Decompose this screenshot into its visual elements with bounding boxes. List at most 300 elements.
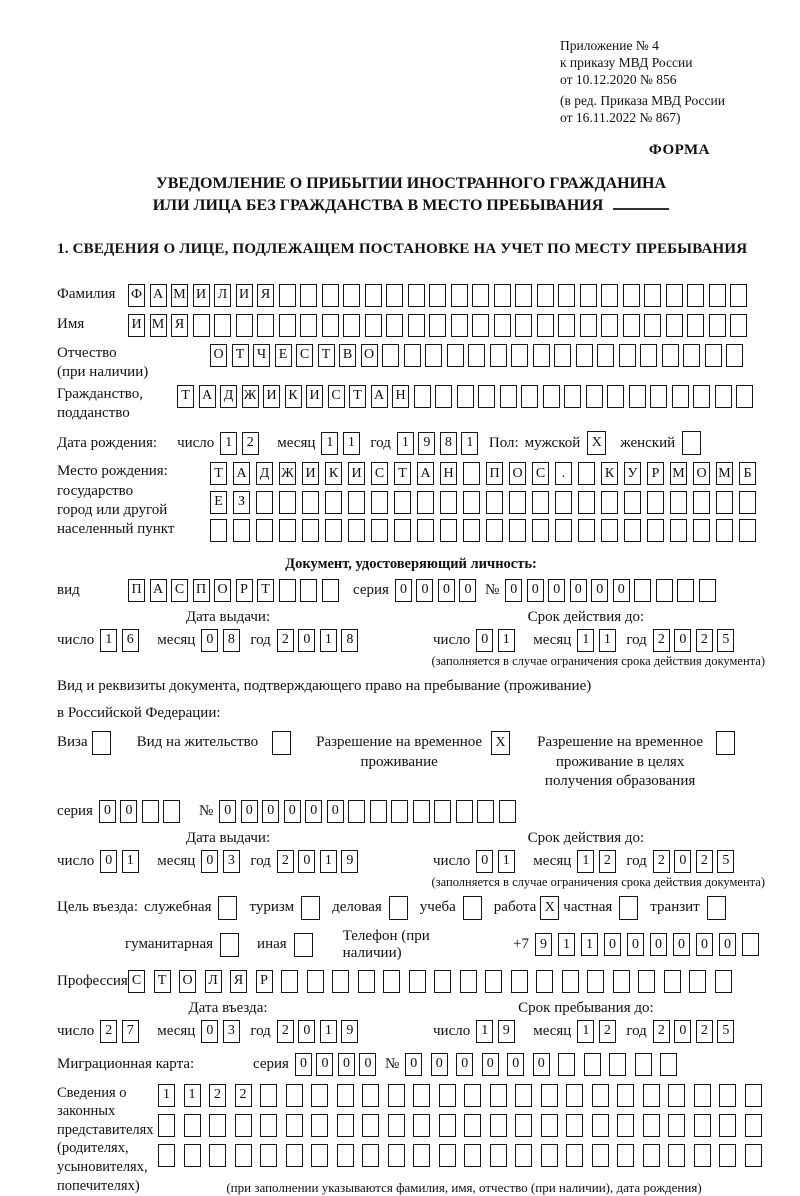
purpose-tourism-checkbox[interactable] — [301, 896, 320, 920]
char-box[interactable] — [670, 491, 687, 514]
char-box[interactable] — [558, 1053, 575, 1076]
char-box[interactable] — [409, 970, 426, 993]
purpose-official-checkbox[interactable] — [218, 896, 237, 920]
char-box[interactable] — [158, 1144, 175, 1167]
char-box[interactable] — [490, 1144, 507, 1167]
char-box[interactable] — [322, 284, 339, 307]
char-box[interactable]: 0 — [591, 579, 608, 602]
char-box[interactable]: О — [179, 970, 196, 993]
char-box[interactable]: С — [328, 385, 345, 408]
char-box[interactable] — [429, 314, 446, 337]
char-box[interactable] — [693, 385, 710, 408]
char-box[interactable]: 1 — [461, 432, 478, 455]
char-box[interactable] — [745, 1084, 762, 1107]
char-box[interactable] — [699, 579, 716, 602]
purpose-humanitarian-checkbox[interactable] — [220, 933, 239, 957]
char-box[interactable]: С — [371, 462, 388, 485]
char-box[interactable] — [468, 344, 485, 367]
char-box[interactable]: 2 — [599, 1020, 616, 1043]
char-box[interactable]: 0 — [120, 800, 137, 823]
char-box[interactable]: 1 — [220, 432, 237, 455]
char-box[interactable] — [362, 1144, 379, 1167]
char-box[interactable] — [383, 970, 400, 993]
char-box[interactable] — [617, 1144, 634, 1167]
char-box[interactable]: О — [361, 344, 378, 367]
char-box[interactable] — [624, 519, 641, 542]
char-box[interactable] — [607, 385, 624, 408]
char-box[interactable] — [647, 519, 664, 542]
char-box[interactable] — [485, 970, 502, 993]
char-box[interactable]: 1 — [320, 629, 337, 652]
char-box[interactable] — [668, 1144, 685, 1167]
char-box[interactable] — [709, 314, 726, 337]
char-box[interactable] — [214, 314, 231, 337]
char-box[interactable] — [286, 1084, 303, 1107]
char-box[interactable]: 0 — [405, 1053, 422, 1076]
char-box[interactable] — [511, 970, 528, 993]
char-box[interactable] — [408, 284, 425, 307]
char-box[interactable] — [566, 1084, 583, 1107]
char-box[interactable]: Б — [739, 462, 756, 485]
char-box[interactable] — [666, 284, 683, 307]
char-box[interactable] — [337, 1144, 354, 1167]
char-box[interactable]: А — [199, 385, 216, 408]
char-box[interactable]: С — [296, 344, 313, 367]
char-box[interactable]: 1 — [122, 850, 139, 873]
char-box[interactable]: 0 — [201, 850, 218, 873]
char-box[interactable]: 1 — [184, 1084, 201, 1107]
char-box[interactable] — [358, 970, 375, 993]
char-box[interactable] — [388, 1084, 405, 1107]
char-box[interactable] — [656, 579, 673, 602]
char-box[interactable] — [515, 1084, 532, 1107]
char-box[interactable] — [447, 344, 464, 367]
char-box[interactable] — [413, 1114, 430, 1137]
char-box[interactable] — [558, 284, 575, 307]
char-box[interactable] — [417, 519, 434, 542]
char-box[interactable]: 9 — [341, 850, 358, 873]
char-box[interactable] — [413, 1084, 430, 1107]
char-box[interactable] — [643, 1084, 660, 1107]
char-box[interactable]: 2 — [277, 1020, 294, 1043]
char-box[interactable] — [739, 519, 756, 542]
char-box[interactable]: Я — [230, 970, 247, 993]
char-box[interactable] — [386, 314, 403, 337]
char-box[interactable]: 0 — [100, 850, 117, 873]
char-box[interactable]: 0 — [359, 1053, 376, 1076]
char-box[interactable]: Л — [214, 284, 231, 307]
char-box[interactable] — [715, 970, 732, 993]
char-box[interactable]: 1 — [397, 432, 414, 455]
char-box[interactable] — [300, 314, 317, 337]
char-box[interactable]: 0 — [416, 579, 433, 602]
char-box[interactable] — [541, 1084, 558, 1107]
char-box[interactable]: З — [233, 491, 250, 514]
char-box[interactable] — [311, 1144, 328, 1167]
char-box[interactable] — [158, 1114, 175, 1137]
char-box[interactable] — [311, 1084, 328, 1107]
char-box[interactable]: И — [263, 385, 280, 408]
char-box[interactable] — [404, 344, 421, 367]
char-box[interactable] — [650, 385, 667, 408]
temp-residence-checkbox[interactable]: X — [491, 731, 510, 755]
char-box[interactable]: 0 — [476, 850, 493, 873]
char-box[interactable] — [362, 1084, 379, 1107]
char-box[interactable] — [434, 800, 451, 823]
char-box[interactable]: 0 — [674, 629, 691, 652]
char-box[interactable]: 1 — [498, 629, 515, 652]
char-box[interactable] — [325, 519, 342, 542]
char-box[interactable]: 1 — [320, 850, 337, 873]
char-box[interactable] — [619, 344, 636, 367]
char-box[interactable] — [745, 1144, 762, 1167]
char-box[interactable] — [629, 385, 646, 408]
char-box[interactable] — [580, 314, 597, 337]
char-box[interactable] — [541, 1144, 558, 1167]
char-box[interactable] — [709, 284, 726, 307]
char-box[interactable] — [613, 970, 630, 993]
char-box[interactable]: И — [306, 385, 323, 408]
char-box[interactable] — [578, 491, 595, 514]
char-box[interactable] — [558, 314, 575, 337]
char-box[interactable] — [687, 314, 704, 337]
char-box[interactable]: И — [193, 284, 210, 307]
char-box[interactable]: 1 — [577, 1020, 594, 1043]
char-box[interactable] — [478, 385, 495, 408]
char-box[interactable] — [435, 385, 452, 408]
char-box[interactable] — [281, 970, 298, 993]
char-box[interactable]: 0 — [533, 1053, 550, 1076]
char-box[interactable] — [739, 491, 756, 514]
char-box[interactable] — [533, 344, 550, 367]
char-box[interactable] — [521, 385, 538, 408]
char-box[interactable]: 1 — [158, 1084, 175, 1107]
char-box[interactable]: 9 — [418, 432, 435, 455]
char-box[interactable] — [233, 519, 250, 542]
char-box[interactable]: П — [193, 579, 210, 602]
char-box[interactable] — [576, 344, 593, 367]
char-box[interactable] — [300, 284, 317, 307]
purpose-other-checkbox[interactable] — [294, 933, 313, 957]
char-box[interactable] — [371, 491, 388, 514]
char-box[interactable]: М — [716, 462, 733, 485]
char-box[interactable]: 8 — [341, 629, 358, 652]
char-box[interactable] — [509, 491, 526, 514]
char-box[interactable] — [464, 1114, 481, 1137]
char-box[interactable]: Д — [220, 385, 237, 408]
char-box[interactable] — [638, 970, 655, 993]
char-box[interactable] — [184, 1144, 201, 1167]
char-box[interactable] — [689, 970, 706, 993]
char-box[interactable]: 1 — [577, 850, 594, 873]
char-box[interactable] — [537, 284, 554, 307]
char-box[interactable] — [365, 284, 382, 307]
char-box[interactable] — [730, 314, 747, 337]
char-box[interactable]: . — [555, 462, 572, 485]
char-box[interactable] — [687, 284, 704, 307]
char-box[interactable] — [370, 800, 387, 823]
char-box[interactable] — [365, 314, 382, 337]
char-box[interactable]: 0 — [438, 579, 455, 602]
char-box[interactable] — [578, 462, 595, 485]
char-box[interactable]: Т — [154, 970, 171, 993]
char-box[interactable]: И — [128, 314, 145, 337]
char-box[interactable] — [554, 344, 571, 367]
char-box[interactable] — [440, 519, 457, 542]
char-box[interactable] — [472, 284, 489, 307]
char-box[interactable] — [163, 800, 180, 823]
char-box[interactable]: Л — [205, 970, 222, 993]
char-box[interactable]: 1 — [558, 933, 575, 956]
char-box[interactable] — [617, 1114, 634, 1137]
char-box[interactable] — [634, 579, 651, 602]
char-box[interactable]: 9 — [498, 1020, 515, 1043]
char-box[interactable] — [511, 344, 528, 367]
char-box[interactable]: 2 — [653, 629, 670, 652]
char-box[interactable] — [587, 970, 604, 993]
char-box[interactable]: 6 — [122, 629, 139, 652]
char-box[interactable] — [386, 284, 403, 307]
char-box[interactable] — [348, 519, 365, 542]
char-box[interactable] — [486, 491, 503, 514]
char-box[interactable] — [302, 519, 319, 542]
char-box[interactable] — [332, 970, 349, 993]
char-box[interactable] — [417, 491, 434, 514]
char-box[interactable] — [683, 344, 700, 367]
char-box[interactable]: 0 — [262, 800, 279, 823]
char-box[interactable]: 0 — [604, 933, 621, 956]
char-box[interactable] — [286, 1114, 303, 1137]
char-box[interactable]: 0 — [241, 800, 258, 823]
char-box[interactable]: 0 — [719, 933, 736, 956]
char-box[interactable] — [730, 284, 747, 307]
residence-permit-checkbox[interactable] — [272, 731, 291, 755]
char-box[interactable]: 0 — [527, 579, 544, 602]
char-box[interactable]: 0 — [298, 850, 315, 873]
char-box[interactable] — [260, 1084, 277, 1107]
char-box[interactable] — [439, 1144, 456, 1167]
char-box[interactable] — [515, 1144, 532, 1167]
char-box[interactable] — [193, 314, 210, 337]
purpose-study-checkbox[interactable] — [463, 896, 482, 920]
char-box[interactable]: 5 — [717, 629, 734, 652]
char-box[interactable] — [532, 519, 549, 542]
char-box[interactable] — [640, 344, 657, 367]
char-box[interactable]: В — [339, 344, 356, 367]
char-box[interactable]: 0 — [548, 579, 565, 602]
char-box[interactable] — [325, 491, 342, 514]
visa-checkbox[interactable] — [92, 731, 111, 755]
char-box[interactable] — [532, 491, 549, 514]
char-box[interactable] — [609, 1053, 626, 1076]
char-box[interactable]: 1 — [581, 933, 598, 956]
temp-residence-education-checkbox[interactable] — [716, 731, 735, 755]
char-box[interactable] — [464, 1144, 481, 1167]
char-box[interactable]: Р — [647, 462, 664, 485]
char-box[interactable] — [279, 491, 296, 514]
char-box[interactable]: 8 — [223, 629, 240, 652]
char-box[interactable] — [564, 385, 581, 408]
char-box[interactable]: А — [150, 284, 167, 307]
purpose-business-checkbox[interactable] — [389, 896, 408, 920]
char-box[interactable] — [184, 1114, 201, 1137]
char-box[interactable]: 0 — [456, 1053, 473, 1076]
char-box[interactable] — [705, 344, 722, 367]
char-box[interactable] — [371, 519, 388, 542]
char-box[interactable] — [460, 970, 477, 993]
char-box[interactable]: 0 — [505, 579, 522, 602]
char-box[interactable]: 0 — [284, 800, 301, 823]
char-box[interactable] — [307, 970, 324, 993]
char-box[interactable] — [394, 491, 411, 514]
char-box[interactable] — [543, 385, 560, 408]
char-box[interactable]: 1 — [343, 432, 360, 455]
char-box[interactable]: И — [302, 462, 319, 485]
char-box[interactable]: 2 — [100, 1020, 117, 1043]
char-box[interactable] — [209, 1144, 226, 1167]
char-box[interactable] — [719, 1084, 736, 1107]
char-box[interactable] — [490, 344, 507, 367]
char-box[interactable]: Т — [232, 344, 249, 367]
char-box[interactable]: С — [128, 970, 145, 993]
char-box[interactable] — [719, 1114, 736, 1137]
char-box[interactable] — [586, 385, 603, 408]
char-box[interactable]: 2 — [653, 1020, 670, 1043]
char-box[interactable] — [601, 314, 618, 337]
char-box[interactable] — [660, 1053, 677, 1076]
char-box[interactable]: Н — [392, 385, 409, 408]
char-box[interactable] — [477, 800, 494, 823]
char-box[interactable]: 0 — [673, 933, 690, 956]
purpose-transit-checkbox[interactable] — [707, 896, 726, 920]
char-box[interactable] — [509, 519, 526, 542]
char-box[interactable]: 1 — [321, 432, 338, 455]
char-box[interactable] — [719, 1144, 736, 1167]
char-box[interactable]: 0 — [219, 800, 236, 823]
char-box[interactable]: 1 — [599, 629, 616, 652]
char-box[interactable]: 2 — [277, 850, 294, 873]
char-box[interactable] — [439, 1114, 456, 1137]
char-box[interactable]: 0 — [327, 800, 344, 823]
char-box[interactable] — [322, 314, 339, 337]
char-box[interactable] — [235, 1114, 252, 1137]
char-box[interactable] — [362, 1114, 379, 1137]
char-box[interactable]: К — [325, 462, 342, 485]
char-box[interactable] — [413, 1144, 430, 1167]
char-box[interactable] — [515, 314, 532, 337]
char-box[interactable]: О — [509, 462, 526, 485]
char-box[interactable]: 0 — [201, 1020, 218, 1043]
char-box[interactable]: 0 — [459, 579, 476, 602]
char-box[interactable] — [337, 1084, 354, 1107]
char-box[interactable]: 2 — [696, 629, 713, 652]
char-box[interactable] — [300, 579, 317, 602]
char-box[interactable] — [745, 1114, 762, 1137]
char-box[interactable] — [694, 1084, 711, 1107]
char-box[interactable] — [236, 314, 253, 337]
char-box[interactable] — [429, 284, 446, 307]
char-box[interactable] — [279, 314, 296, 337]
char-box[interactable] — [490, 1114, 507, 1137]
char-box[interactable] — [494, 314, 511, 337]
char-box[interactable] — [555, 491, 572, 514]
char-box[interactable]: 0 — [696, 933, 713, 956]
char-box[interactable] — [414, 385, 431, 408]
char-box[interactable] — [643, 1114, 660, 1137]
char-box[interactable]: Р — [236, 579, 253, 602]
char-box[interactable] — [668, 1114, 685, 1137]
char-box[interactable] — [256, 519, 273, 542]
char-box[interactable] — [643, 1144, 660, 1167]
char-box[interactable]: 5 — [717, 850, 734, 873]
char-box[interactable]: 0 — [650, 933, 667, 956]
char-box[interactable]: О — [693, 462, 710, 485]
char-box[interactable]: Ж — [242, 385, 259, 408]
char-box[interactable]: Т — [257, 579, 274, 602]
char-box[interactable]: О — [210, 344, 227, 367]
char-box[interactable]: 1 — [320, 1020, 337, 1043]
char-box[interactable] — [592, 1084, 609, 1107]
char-box[interactable]: 2 — [696, 850, 713, 873]
char-box[interactable]: 0 — [570, 579, 587, 602]
char-box[interactable] — [566, 1114, 583, 1137]
char-box[interactable]: П — [128, 579, 145, 602]
char-box[interactable]: Т — [210, 462, 227, 485]
char-box[interactable] — [457, 385, 474, 408]
char-box[interactable]: 0 — [395, 579, 412, 602]
char-box[interactable] — [388, 1114, 405, 1137]
male-checkbox[interactable]: X — [587, 431, 606, 455]
char-box[interactable]: Я — [171, 314, 188, 337]
char-box[interactable]: 0 — [674, 1020, 691, 1043]
char-box[interactable]: М — [670, 462, 687, 485]
char-box[interactable]: У — [624, 462, 641, 485]
char-box[interactable] — [311, 1114, 328, 1137]
char-box[interactable] — [279, 519, 296, 542]
char-box[interactable] — [617, 1084, 634, 1107]
char-box[interactable]: 0 — [338, 1053, 355, 1076]
char-box[interactable]: 0 — [482, 1053, 499, 1076]
char-box[interactable]: М — [171, 284, 188, 307]
char-box[interactable] — [260, 1114, 277, 1137]
char-box[interactable]: Т — [177, 385, 194, 408]
char-box[interactable]: 2 — [242, 432, 259, 455]
char-box[interactable]: 3 — [223, 1020, 240, 1043]
char-box[interactable]: 0 — [298, 629, 315, 652]
char-box[interactable]: Т — [394, 462, 411, 485]
char-box[interactable]: Д — [256, 462, 273, 485]
char-box[interactable] — [348, 800, 365, 823]
char-box[interactable]: 2 — [235, 1084, 252, 1107]
char-box[interactable] — [515, 284, 532, 307]
char-box[interactable]: А — [371, 385, 388, 408]
char-box[interactable]: 0 — [298, 1020, 315, 1043]
char-box[interactable]: А — [150, 579, 167, 602]
char-box[interactable] — [425, 344, 442, 367]
char-box[interactable]: С — [532, 462, 549, 485]
char-box[interactable] — [566, 1144, 583, 1167]
char-box[interactable]: И — [236, 284, 253, 307]
char-box[interactable]: 0 — [316, 1053, 333, 1076]
char-box[interactable] — [348, 491, 365, 514]
char-box[interactable] — [434, 970, 451, 993]
char-box[interactable] — [716, 519, 733, 542]
char-box[interactable]: П — [486, 462, 503, 485]
char-box[interactable] — [601, 519, 618, 542]
char-box[interactable] — [451, 314, 468, 337]
char-box[interactable]: Я — [257, 284, 274, 307]
char-box[interactable] — [624, 491, 641, 514]
